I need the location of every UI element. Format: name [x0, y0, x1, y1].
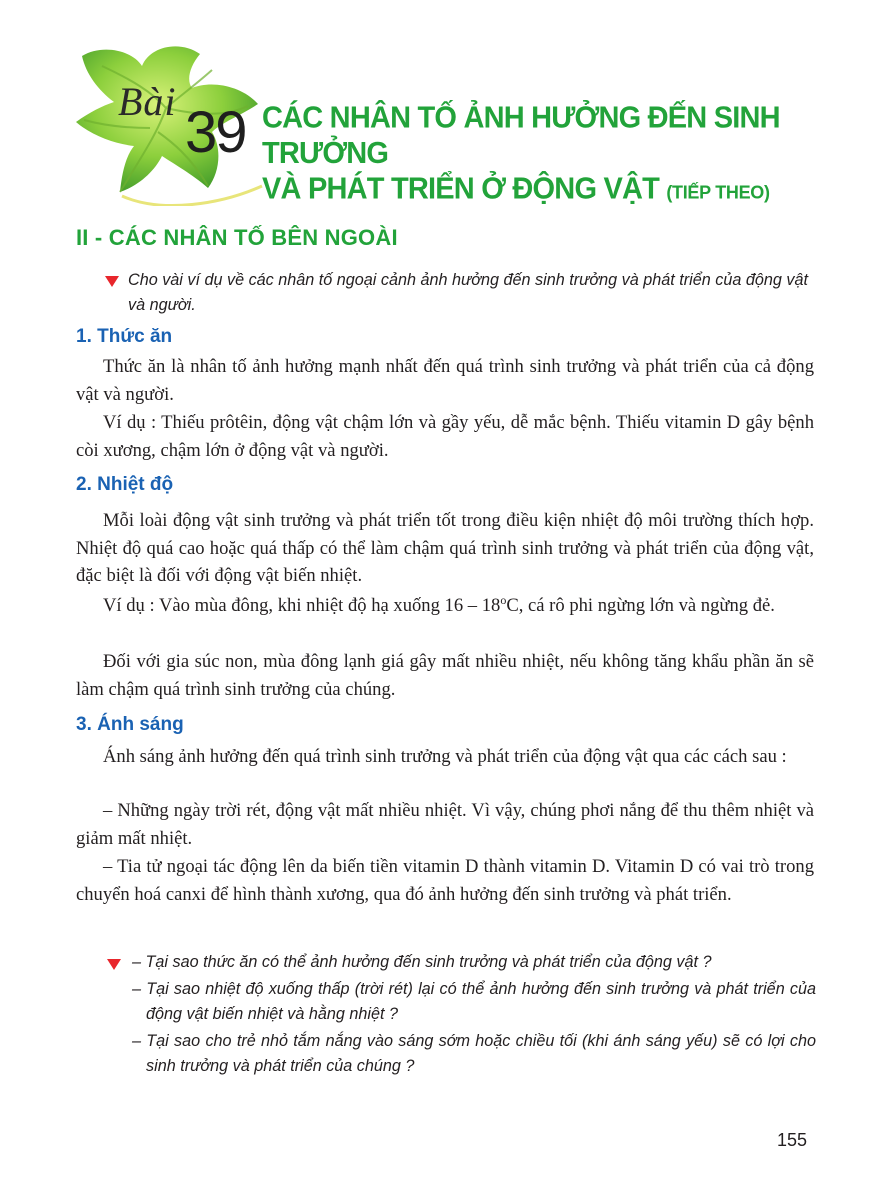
- food-paragraph-1: Thức ăn là nhân tố ảnh hưởng mạnh nhất đến quá trình sinh trưởng và phát triển của cả động vật và người.: [76, 356, 814, 405]
- light-paragraph-1: Ánh sáng ảnh hưởng đến quá trình sinh trưởng và phát triển của động vật qua các cách sau :: [103, 746, 787, 767]
- food-paragraph-2: Ví dụ : Thiếu prôtêin, động vật chậm lớn và gầy yếu, dễ mắc bệnh. Thiếu vitamin D gây bệnh còi xương, chậm lớn ở động vật và người.: [76, 412, 814, 461]
- title-line-2-text: VÀ PHÁT TRIỂN Ở ĐỘNG VẬT: [262, 172, 660, 207]
- question-marker-icon: [105, 276, 119, 287]
- section-title: II - CÁC NHÂN TỐ BÊN NGOÀI: [76, 225, 398, 250]
- page-number: 155: [777, 1130, 808, 1150]
- temperature-paragraph-2: [76, 592, 814, 620]
- temperature-paragraph-3: Đối với gia súc non, mùa đông lạnh giá gây mất nhiều nhiệt, nếu không tăng khẩu phần ăn sẽ làm chậm quá trình sinh trưởng của chúng.: [76, 651, 814, 700]
- title-line-2: [262, 171, 822, 210]
- lesson-number: 39: [185, 100, 246, 165]
- heading-light: 3. Ánh sáng: [76, 714, 184, 735]
- lesson-label: Bài: [118, 79, 177, 124]
- page-title: [262, 100, 822, 210]
- title-suffix: (TIẾP THEO): [666, 181, 770, 203]
- heading-temperature: 2. Nhiệt độ: [76, 474, 174, 495]
- degree-superscript: o: [500, 592, 507, 607]
- temp-example-start: Ví dụ : Vào mùa đông, khi nhiệt độ hạ xuống 16 – 18: [103, 595, 501, 616]
- light-paragraph-3: – Tia tử ngoại tác động lên da biến tiền vitamin D thành vitamin D. Vitamin D có vai trò trong chuyển hoá canxi để hình thành xương, qua đó ảnh hưởng đến sinh trưởng và phát triển.: [76, 856, 814, 905]
- title-line-1: CÁC NHÂN TỐ ẢNH HƯỞNG ĐẾN SINH TRƯỞNG: [262, 101, 780, 171]
- light-paragraph-2: – Những ngày trời rét, động vật mất nhiều nhiệt. Vì vậy, chúng phơi nắng để thu thêm nhiệt và giảm mất nhiệt.: [76, 800, 814, 849]
- review-questions: [132, 950, 816, 1081]
- intro-question: Cho vài ví dụ về các nhân tố ngoại cảnh ảnh hưởng đến sinh trưởng và phát triển của động vật và người.: [128, 271, 808, 314]
- question-marker-icon: [107, 959, 121, 970]
- review-question: – Tại sao thức ăn có thể ảnh hưởng đến sinh trưởng và phát triển của động vật ?: [132, 953, 712, 971]
- temp-example-end: C, cá rô phi ngừng lớn và ngừng đẻ.: [506, 595, 775, 616]
- temperature-paragraph-1: Mỗi loài động vật sinh trưởng và phát triển tốt trong điều kiện nhiệt độ môi trường thích hợp. Nhiệt độ quá cao hoặc quá thấp có thể làm chậm quá trình sinh trưởng và phát triển của động vật, đặc biệt là đối với động vật biến nhiệt.: [76, 510, 814, 586]
- heading-food: 1. Thức ăn: [76, 326, 173, 347]
- review-question: – Tại sao nhiệt độ xuống thấp (trời rét) lại có thể ảnh hưởng đến sinh trưởng và phát triển của động vật biến nhiệt và hằng nhiệt ?: [132, 980, 816, 1023]
- review-question: – Tại sao cho trẻ nhỏ tắm nắng vào sáng sớm hoặc chiều tối (khi ánh sáng yếu) sẽ có lợi cho sinh trưởng và phát triển của chúng ?: [132, 1032, 816, 1075]
